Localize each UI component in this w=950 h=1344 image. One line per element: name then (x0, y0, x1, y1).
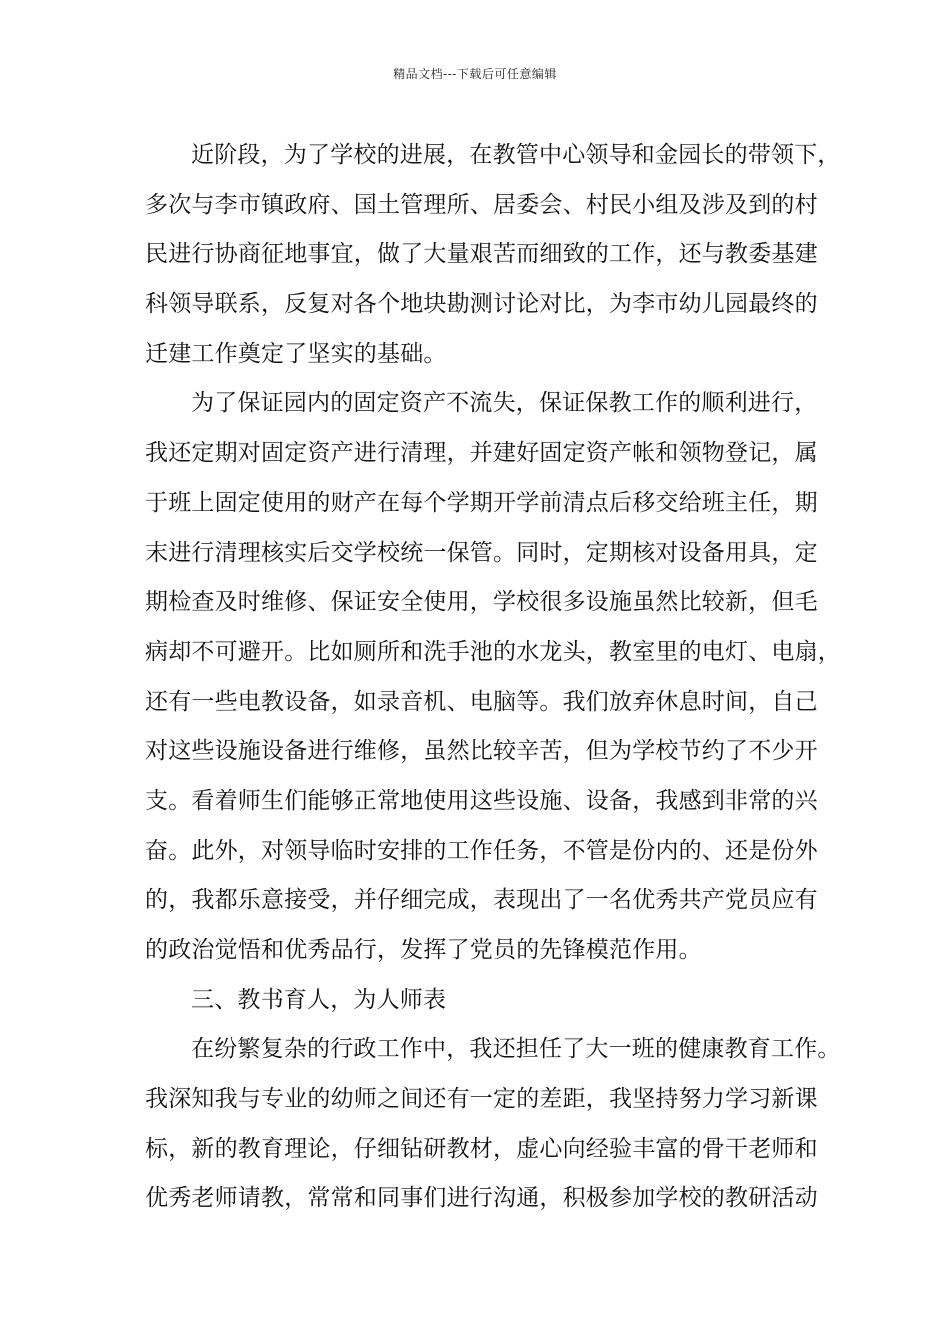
paragraph-land-acquisition (145, 131, 841, 379)
text-line: 近阶段，为了学校的进展，在教管中心领导和金园长的带领下， (191, 142, 841, 168)
text-line: 在纷繁复杂的行政工作中，我还担任了大一班的健康教育工作。 (191, 1036, 841, 1063)
text-line: 我深知我与专业的幼师之间还有一定的差距，我坚持努力学习新课 (145, 1086, 818, 1113)
text-line: 期检查及时维修、保证安全使用，学校很多设施虽然比较新，但毛 (145, 589, 818, 616)
text-line: 多次与李市镇政府、国土管理所、居委会、村民小组及涉及到的村 (145, 191, 818, 218)
text-line: 末进行清理核实后交学校统一保管。同时，定期核对设备用具，定 (145, 539, 818, 566)
text-line: 标，新的教育理论，仔细钻研教材，虚心向经验丰富的骨干老师和 (145, 1135, 818, 1162)
text-line: 支。看着师生们能够正常地使用这些设施、设备，我感到非常的兴 (145, 787, 818, 814)
document-body (145, 131, 841, 1224)
text-line: 民进行协商征地事宜，做了大量艰苦而细致的工作，还与教委基建 (145, 241, 818, 268)
text-line: 奋。此外，对领导临时安排的工作任务，不管是份内的、还是份外 (145, 837, 818, 864)
text-line: 的政治觉悟和优秀品行，发挥了党员的先锋模范作用。 (145, 937, 702, 963)
text-line: 还有一些电教设备，如录音机、电脑等。我们放弃休息时间，自己 (145, 688, 818, 715)
text-line: 迁建工作奠定了坚实的基础。 (145, 340, 447, 367)
paragraph-teaching (145, 1025, 841, 1224)
text-line: 我还定期对固定资产进行清理，并建好固定资产帐和领物登记，属 (145, 440, 818, 467)
section-heading: 三、教书育人，为人师表 (191, 986, 447, 1013)
paragraph-fixed-assets (145, 379, 841, 975)
text-line: 科领导联系，反复对各个地块勘测讨论对比，为李市幼儿园最终的 (145, 291, 818, 318)
text-line: 优秀老师请教，常常和同事们进行沟通，积极参加学校的教研活动 (145, 1185, 818, 1212)
page-header: 精品文档---下载后可任意编辑 (393, 67, 557, 81)
text-line: 对这些设施设备进行维修，虽然比较辛苦，但为学校节约了不少开 (145, 738, 818, 765)
text-line: 于班上固定使用的财产在每个学期开学前清点后移交给班主任，期 (145, 489, 818, 516)
text-line: 的，我都乐意接受，并仔细完成，表现出了一名优秀共产党员应有 (145, 887, 818, 914)
text-line: 为了保证园内的固定资产不流失，保证保教工作的顺利进行， (191, 390, 818, 417)
text-line: 病却不可避开。比如厕所和洗手池的水龙头，教室里的电灯、电扇， (145, 638, 841, 665)
